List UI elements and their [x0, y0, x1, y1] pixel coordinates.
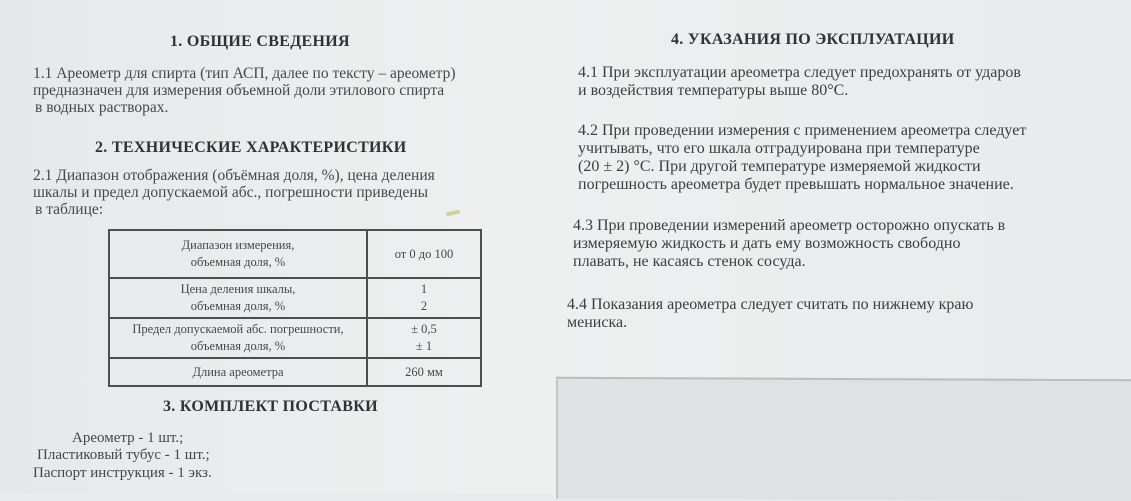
table-cell-label: Длина ареометра: [109, 358, 367, 386]
paragraph-4-1: 4.1 При эксплуатации ареометра следует предохранять от ударов и воздействия температуры выше 80°С.: [578, 64, 1021, 99]
kit-item: Паспорт инструкция - 1 экз.: [33, 465, 212, 481]
table-row: [109, 278, 481, 318]
section-4-title: 4. УКАЗАНИЯ ПО ЭКСПЛУАТАЦИИ: [671, 31, 955, 48]
kit-item: Пластиковый тубус - 1 шт.;: [37, 447, 210, 463]
section-2-title: 2. ТЕХНИЧЕСКИЕ ХАРАКТЕРИСТИКИ: [95, 139, 407, 156]
table-row: [109, 230, 481, 278]
table-row: [109, 358, 481, 386]
table-cell-value: 1 2: [367, 278, 481, 318]
table-cell-value: 260 мм: [367, 358, 481, 386]
paragraph-4-2: 4.2 При проведении измерения с применением ареометра следует учитывать, что его шкала отградуирована при температуре (20 ± 2) °С. При другой температуре измеряемой жидкости погрешность ареометра будет превышать нормальное значение.: [578, 122, 1027, 193]
table-cell-label: Предел допускаемой абс. погрешности, объемная доля, %: [109, 318, 367, 358]
section-1-text: 1.1 Ареометр для спирта (тип АСП, далее по тексту – ареометр) предназначен для измерения объемной доли этилового спирта в водных растворах.: [33, 65, 456, 116]
paragraph-4-4: 4.4 Показания ареометра следует считать по нижнему краю мениска.: [567, 296, 974, 331]
stamp-area: [556, 377, 1131, 501]
table-cell-value: от 0 до 100: [367, 230, 481, 278]
kit-item: Ареометр - 1 шт.;: [72, 430, 184, 446]
table-cell-label: Цена деления шкалы, объемная доля, %: [109, 278, 367, 318]
section-1-title: 1. ОБЩИЕ СВЕДЕНИЯ: [170, 33, 350, 50]
ink-smudge: [446, 210, 461, 217]
table-row: [109, 318, 481, 358]
table-cell-value: ± 0,5 ± 1: [367, 318, 481, 358]
table-cell-label: Диапазон измерения, объемная доля, %: [109, 230, 367, 278]
paragraph-4-3: 4.3 При проведении измерений ареометр осторожно опускать в измеряемую жидкость и дать ему возможность свободно плавать, не касаясь стенок сосуда.: [573, 217, 1006, 270]
spec-table: [108, 229, 482, 387]
section-3-title: 3. КОМПЛЕКТ ПОСТАВКИ: [163, 398, 378, 415]
section-2-text: 2.1 Диапазон отображения (объёмная доля, %), цена деления шкалы и предел допускаемой абс., погрешности приведены в таблице:: [33, 167, 435, 218]
